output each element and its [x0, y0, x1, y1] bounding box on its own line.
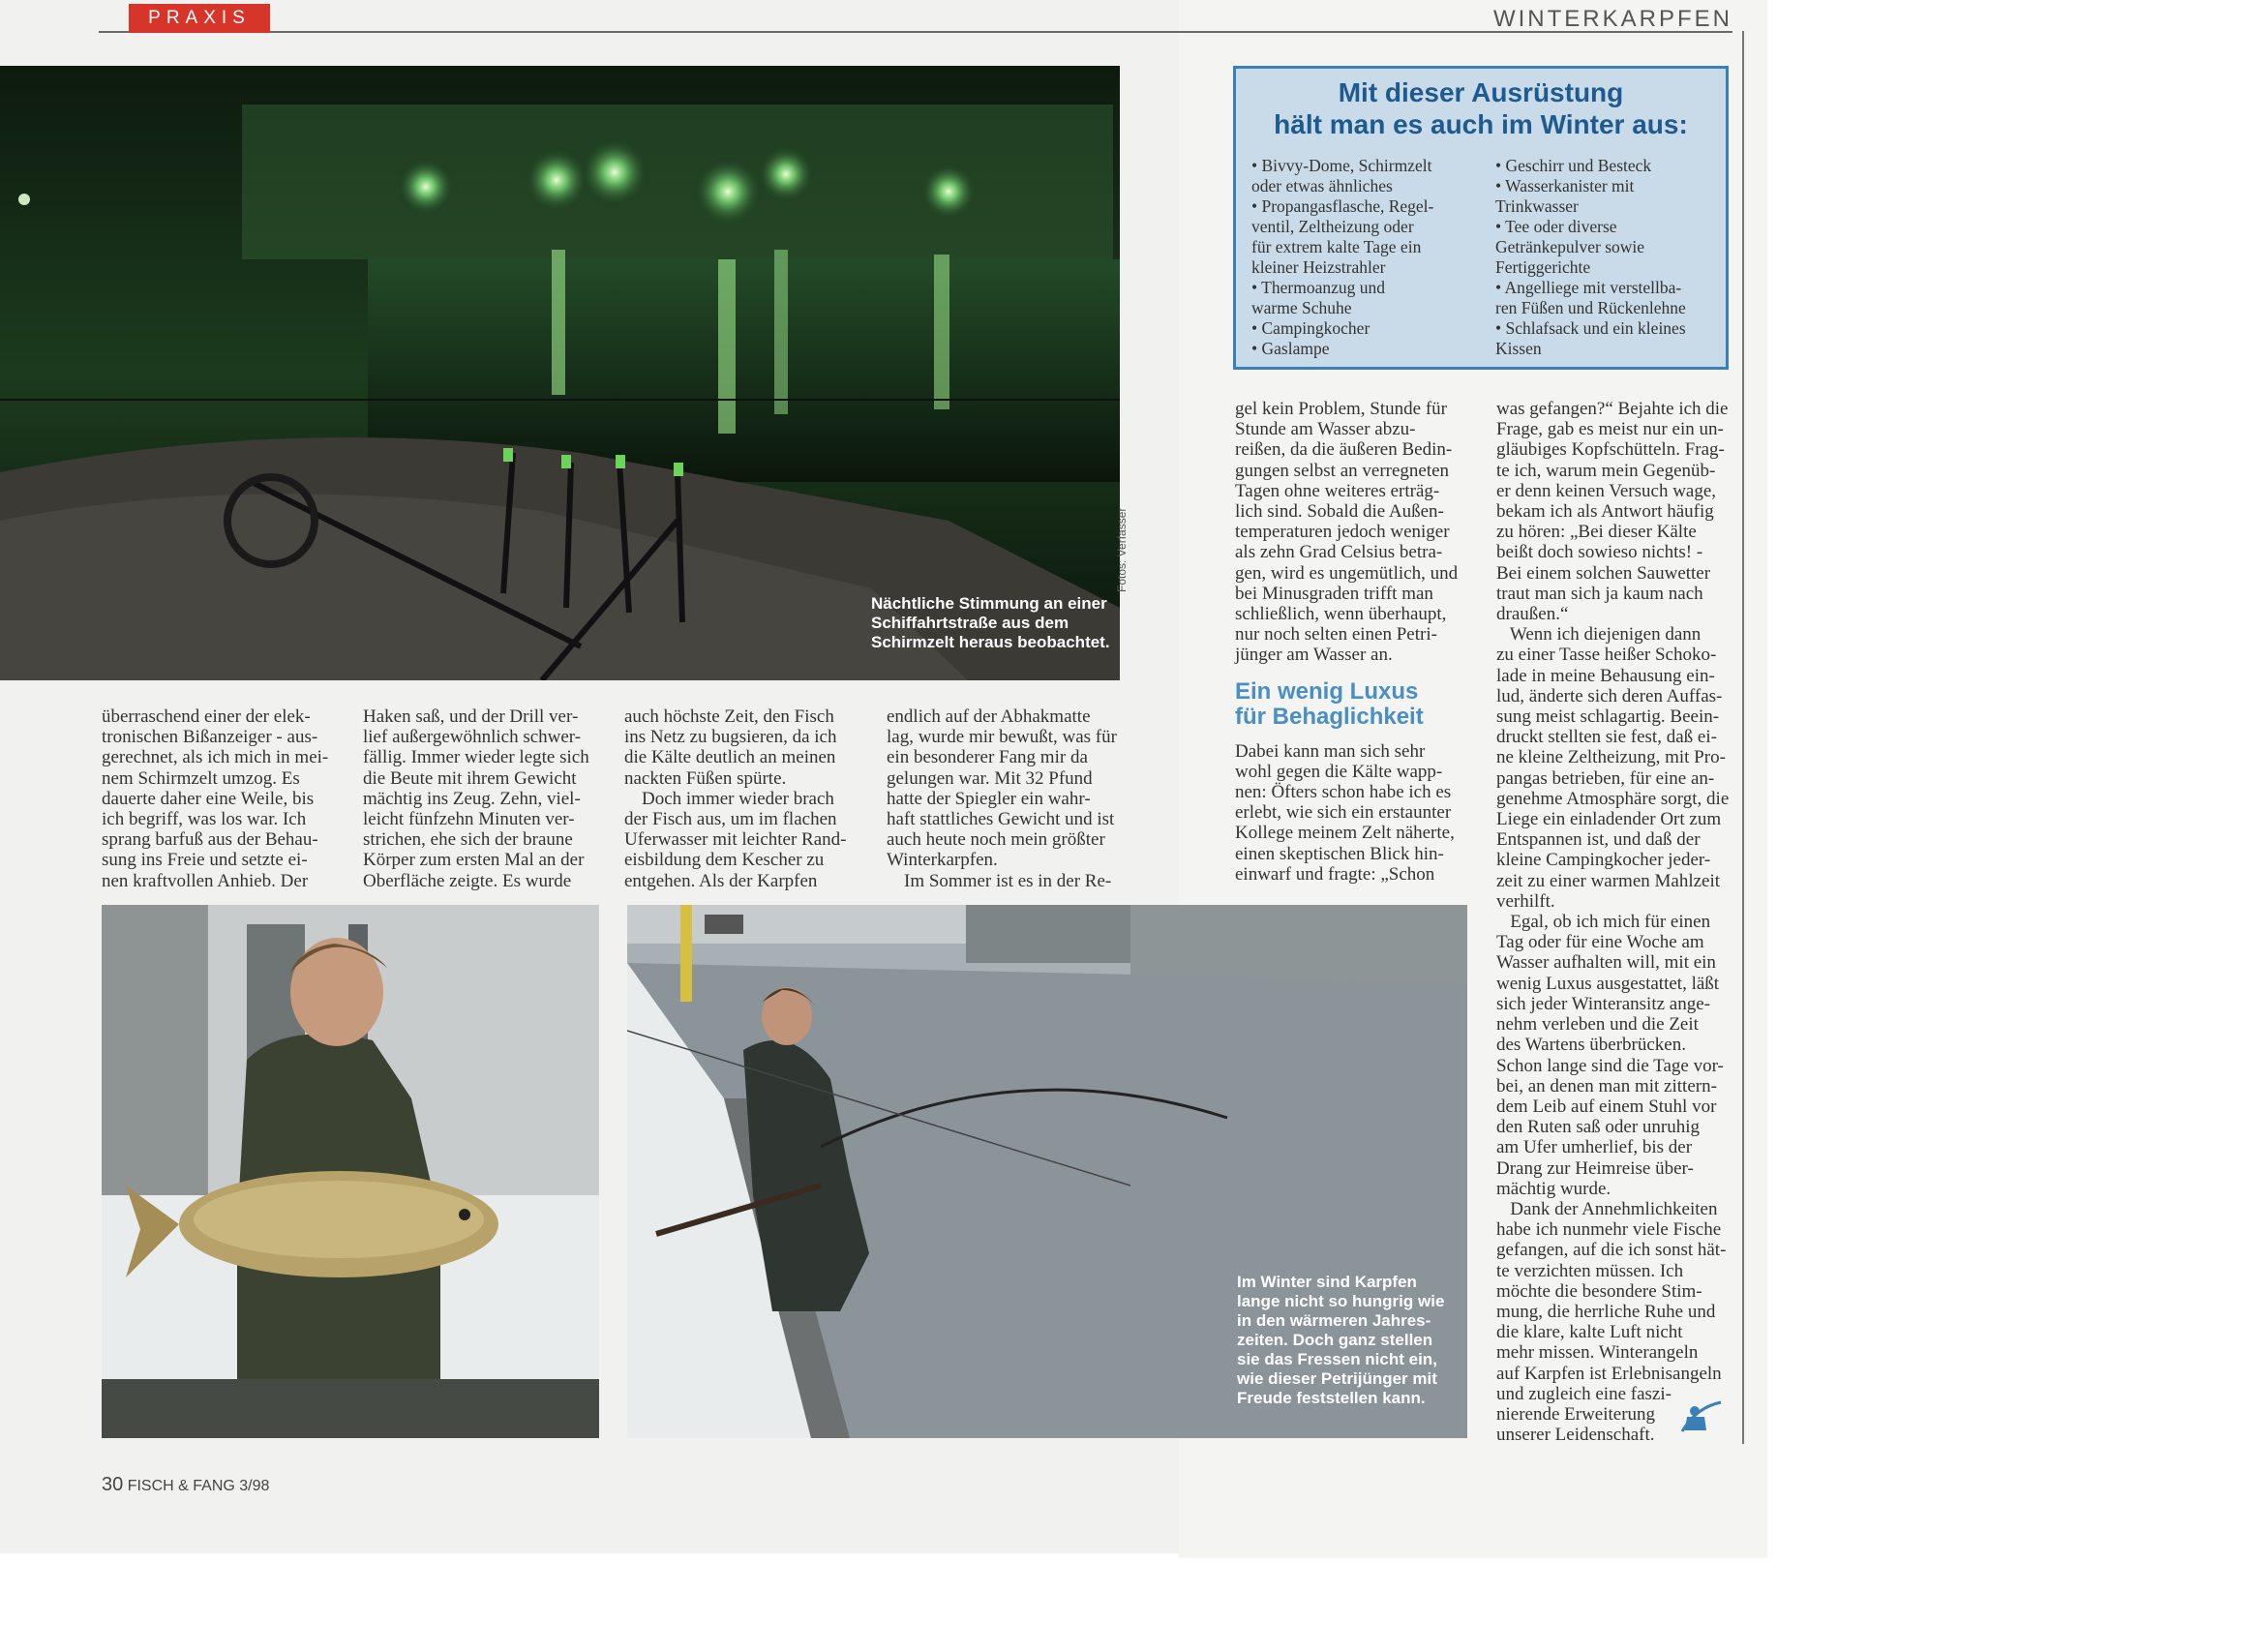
text-line: lich sind. Sobald die Außen- — [1235, 501, 1444, 523]
text-line: nem Schirmzelt umzog. Es — [102, 767, 300, 789]
text-line: lag, wurde mir bewußt, was für — [887, 727, 1117, 748]
angler-photo-caption — [1237, 1273, 1444, 1408]
text-column-2 — [363, 706, 597, 891]
text-line: des Wartens überbrücken. — [1496, 1035, 1686, 1056]
text-line: lud, änderte sich deren Auffas- — [1496, 685, 1723, 706]
text-column-5 — [1235, 399, 1467, 885]
text-line: die klare, kalte Luft nicht — [1496, 1322, 1683, 1343]
photo-credit: Fotos: Verfasser — [1115, 507, 1129, 592]
text-line: genehme Atmosphäre sorgt, die — [1496, 788, 1730, 809]
text-line: dem Leib auf einem Stuhl vor — [1496, 1096, 1717, 1117]
text-line: gelungen war. Mit 32 Pfund — [887, 767, 1093, 789]
caption-line: Schiffahrtstraße aus dem — [871, 614, 1069, 632]
text-line: gungen selbst an verregneten — [1235, 460, 1450, 481]
subheading-line: für Behaglichkeit — [1235, 703, 1424, 730]
text-line: am Ufer umherlief, bis der — [1496, 1137, 1693, 1158]
caption-line: Freude feststellen kann. — [1237, 1389, 1426, 1407]
text-line: schließlich, wenn überhaupt, — [1235, 604, 1447, 625]
text-line: draußen.“ — [1496, 604, 1569, 625]
text-line: den Ruten saß oder unruhig — [1496, 1117, 1701, 1138]
text-line: hatte der Spiegler ein wahr- — [887, 788, 1091, 809]
text-line: temperaturen jedoch weniger — [1235, 522, 1450, 543]
text-line: endlich auf der Abhakmatte — [887, 706, 1091, 727]
text-line: nierende Erweiterung — [1496, 1403, 1656, 1425]
infobox-item: warme Schuhe — [1251, 298, 1352, 317]
text-line: gefangen, auf die ich sonst hät- — [1496, 1240, 1727, 1261]
infobox-item: kleiner Heizstrahler — [1251, 257, 1386, 277]
text-line: Wenn ich diejenigen dann — [1496, 624, 1702, 646]
text-line: nehm verleben und die Zeit — [1496, 1014, 1699, 1036]
text-line: pangas betrieben, für eine an- — [1496, 767, 1715, 789]
night-photo-caption — [871, 594, 1110, 652]
text-line: bei, an denen man mit zittern- — [1496, 1075, 1717, 1096]
text-line: Dabei kann man sich sehr — [1235, 740, 1426, 762]
text-line: auf Karpfen ist Erlebnisangeln — [1496, 1363, 1722, 1384]
text-line: leicht fünfzehn Minuten ver- — [363, 809, 575, 830]
page-footer — [102, 1474, 269, 1496]
subheading-line: Ein wenig Luxus — [1235, 677, 1419, 705]
text-line: die Beute mit ihrem Gewicht — [363, 767, 577, 789]
angler-photo — [627, 905, 1467, 1438]
caption-line: lange nicht so hungrig wie — [1237, 1292, 1445, 1310]
infobox-item: Kissen — [1495, 339, 1542, 358]
infobox-item: • Angelliege mit verstellba- — [1495, 278, 1682, 297]
text-line: reißen, da die äußeren Bedin- — [1235, 439, 1453, 461]
infobox-item: • Gaslampe — [1251, 339, 1330, 358]
text-line: gerechnet, als ich mich in mei- — [102, 747, 329, 768]
text-line: strichen, ehe sich der braune — [363, 829, 573, 851]
text-line: gel kein Problem, Stunde für — [1235, 399, 1447, 419]
text-line: dauerte daher eine Weile, bis — [102, 788, 315, 809]
infobox-title-line: Mit dieser Ausrüstung — [1338, 77, 1624, 107]
text-line: nackten Füßen spürte. — [624, 767, 787, 789]
infobox-item: ren Füßen und Rückenlehne — [1495, 298, 1686, 317]
infobox-item: • Thermoanzug und — [1251, 278, 1385, 297]
text-line: mächtig wurde. — [1496, 1178, 1611, 1199]
magazine-issue: FISCH & FANG 3/98 — [127, 1478, 270, 1494]
text-line: te verzichten müssen. Ich — [1496, 1260, 1684, 1281]
text-line: was gefangen?“ Bejahte ich die — [1496, 399, 1729, 419]
caption-line: wie dieser Petrijünger mit — [1237, 1369, 1437, 1388]
text-line: eisbildung dem Kescher zu — [624, 850, 825, 871]
text-line: Winterkarpfen. — [887, 850, 998, 871]
text-line: jünger am Wasser an. — [1235, 645, 1393, 666]
text-line: sung ins Freie und setzte ei- — [102, 850, 308, 871]
infobox-title-line: hält man es auch im Winter aus: — [1274, 109, 1688, 139]
text-line: beißt doch sowieso nichts! - — [1496, 542, 1703, 563]
text-line: Haken saß, und der Drill ver- — [363, 706, 579, 727]
caption-line: sie das Fressen nicht ein, — [1237, 1350, 1437, 1368]
text-line: mächtig ins Zeug. Zehn, viel- — [363, 788, 581, 809]
caption-line: zeiten. Doch ganz stellen — [1237, 1331, 1433, 1349]
text-line: nen kraftvollen Anhieb. Der — [102, 870, 309, 891]
text-line: entgehen. Als der Karpfen — [624, 870, 818, 891]
text-line: bei Minusgraden trifft man — [1235, 583, 1433, 604]
text-line: gen, wird es ungemütlich, und — [1235, 562, 1459, 584]
caption-line: Im Winter sind Karpfen — [1237, 1273, 1417, 1291]
text-column-6 — [1496, 399, 1731, 1445]
text-line: Schon lange sind die Tage vor- — [1496, 1055, 1724, 1076]
infobox-item: • Campingkocher — [1251, 318, 1370, 338]
text-line: Bei einem solchen Sauwetter — [1496, 562, 1711, 584]
carp-photo — [102, 905, 599, 1438]
text-line: überraschend einer der elek- — [102, 706, 311, 727]
infobox-item: • Propangasflasche, Regel- — [1251, 196, 1434, 216]
text-column-1 — [102, 706, 334, 891]
right-edge-rule — [1742, 31, 1744, 1444]
infobox-left-list — [1251, 156, 1464, 359]
text-line: Oberfläche zeigte. Es wurde — [363, 870, 572, 891]
night-photo — [0, 66, 1120, 680]
text-line: einwarf und fragte: „Schon — [1235, 863, 1435, 885]
angler-end-mark-icon — [1677, 1397, 1730, 1436]
text-line: sprang barfuß aus der Behau- — [102, 829, 318, 851]
text-line: die Kälte deutlich an meinen — [624, 747, 836, 768]
text-line: zu einer Tasse heißer Schoko- — [1496, 645, 1717, 666]
text-line: Egal, ob ich mich für einen — [1496, 912, 1711, 933]
text-line: unserer Leidenschaft. — [1496, 1425, 1655, 1446]
caption-line: Nächtliche Stimmung an einer — [871, 594, 1107, 613]
text-line: Tagen ohne weiteres erträg- — [1235, 480, 1440, 501]
text-line: lief außergewöhnlich schwer- — [363, 727, 582, 748]
text-column-3 — [624, 706, 858, 891]
infobox-item: • Tee oder diverse — [1495, 217, 1617, 236]
text-line: bekam ich als Antwort häufig — [1496, 501, 1714, 523]
text-line: kleine Campingkocher jeder- — [1496, 850, 1711, 871]
text-line: Drang zur Heimreise über- — [1496, 1157, 1694, 1179]
night-scene-image — [0, 66, 1120, 680]
text-line: Wasser aufhalten will, mit ein — [1496, 952, 1716, 974]
text-line: Kollege meinem Zelt näherte, — [1235, 823, 1455, 844]
infobox-item: für extrem kalte Tage ein — [1251, 237, 1422, 256]
text-line: Uferwasser mit leichter Rand- — [624, 829, 847, 851]
text-line: nen: Öfters schon habe ich es — [1235, 782, 1452, 803]
text-line: wohl gegen die Kälte wapp- — [1235, 761, 1443, 782]
text-line: er denn keinen Versuch wage, — [1496, 480, 1717, 501]
text-line: verhilft. — [1496, 890, 1555, 912]
text-column-4 — [887, 706, 1121, 891]
text-line: und zugleich eine faszi- — [1496, 1383, 1672, 1404]
text-line: einen skeptischen Blick hin- — [1235, 843, 1444, 864]
text-line: Stunde am Wasser abzu- — [1235, 419, 1416, 440]
text-line: mung, die herrliche Ruhe und — [1496, 1301, 1716, 1322]
page-number: 30 — [102, 1474, 124, 1495]
text-line: auch heute noch mein größter — [887, 829, 1105, 851]
text-line: ich begriff, was los war. Ich — [102, 809, 307, 830]
text-line: traut man sich ja kaum nach — [1496, 583, 1703, 604]
caption-line: Schirmzelt heraus beobachtet. — [871, 633, 1110, 651]
text-line: Tag oder für eine Woche am — [1496, 932, 1704, 953]
infobox-item: • Bivvy-Dome, Schirmzelt — [1251, 156, 1432, 175]
text-line: Körper zum ersten Mal an der — [363, 850, 585, 871]
infobox-right-list — [1495, 156, 1720, 359]
carp-holder-image — [102, 905, 599, 1438]
infobox-item: Getränkepulver sowie — [1495, 237, 1645, 256]
text-line: Doch immer wieder brach — [642, 788, 834, 809]
text-line: druckt stellten sie fest, daß ei- — [1496, 727, 1717, 748]
text-line: sung meist schlagartig. Beein- — [1496, 706, 1720, 728]
text-line: mehr missen. Winterangeln — [1496, 1342, 1699, 1364]
text-line: Entspannen ist, und daß der — [1496, 829, 1701, 851]
infobox-item: oder etwas ähnliches — [1251, 176, 1393, 195]
text-line: ne kleine Zeltheizung, mit Pro- — [1496, 747, 1726, 768]
text-line: nur noch selten einen Petri- — [1235, 624, 1437, 646]
text-line: Liege ein einladender Ort zum — [1496, 809, 1722, 830]
infobox-item: Fertiggerichte — [1495, 257, 1591, 277]
text-line: zeit zu einer warmen Mahlzeit — [1496, 870, 1721, 891]
text-line: Dank der Annehmlichkeiten — [1496, 1198, 1718, 1219]
text-line: möchte die besondere Stim- — [1496, 1280, 1702, 1302]
infobox-item: • Schlafsack und ein kleines — [1495, 318, 1686, 338]
text-line: der Fisch aus, um im flachen — [624, 809, 837, 830]
text-line: ein besonderer Fang mir da — [887, 747, 1088, 768]
text-line: als zehn Grad Celsius betra- — [1235, 542, 1443, 563]
text-line: habe ich nunmehr viele Fische — [1496, 1219, 1722, 1241]
section-title: WINTERKARPFEN — [1492, 6, 1732, 32]
text-line: haft stattliches Gewicht und ist — [887, 809, 1115, 830]
text-line: sich jeder Winteransitz ange- — [1496, 993, 1710, 1014]
caption-line: in den wärmeren Jahres- — [1237, 1311, 1431, 1330]
text-line: fällig. Immer wieder legte sich — [363, 747, 589, 768]
infobox-item: • Wasserkanister mit — [1495, 176, 1635, 195]
infobox-item: Trinkwasser — [1495, 196, 1579, 216]
text-line: gläubiges Kopfschütteln. Frag- — [1496, 439, 1725, 461]
infobox-item: • Geschirr und Besteck — [1495, 156, 1652, 175]
text-line: ins Netz zu bugsieren, da ich — [624, 727, 837, 748]
text-line: Im Sommer ist es in der Re- — [904, 870, 1112, 891]
text-line: wenig Luxus ausgestattet, läßt — [1496, 973, 1720, 994]
section-kicker: PRAXIS — [129, 4, 270, 33]
text-line: auch höchste Zeit, den Fisch — [624, 706, 834, 727]
text-line: Frage, gab es meist nur ein un- — [1496, 419, 1724, 440]
infobox-item: ventil, Zeltheizung oder — [1251, 217, 1414, 236]
infobox-title — [1236, 69, 1726, 140]
subheading — [1235, 679, 1467, 730]
equipment-infobox — [1233, 66, 1729, 370]
text-line: erlebt, wie sich ein erstaunter — [1235, 802, 1452, 824]
text-line: lade in meine Behausung ein- — [1496, 665, 1715, 686]
text-line: zu hören: „Bei dieser Kälte — [1496, 522, 1697, 543]
text-line: te ich, warum mein Gegenüb- — [1496, 460, 1716, 481]
text-line: tronischen Bißanzeiger - aus- — [102, 727, 318, 748]
